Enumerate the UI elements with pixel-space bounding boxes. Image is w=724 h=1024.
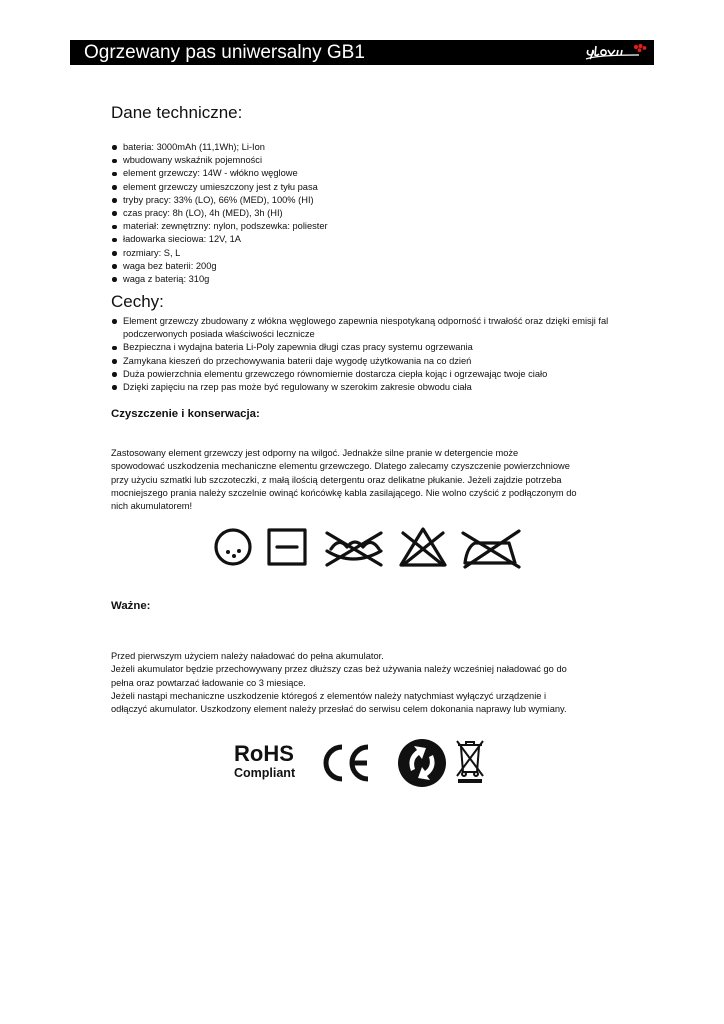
text-line: Jeżeli akumulator będzie przechowywany przez dłuższy czas beż używania należy wcześniej naładować go do — [111, 664, 567, 675]
ce-mark-icon — [322, 744, 372, 782]
list-item: Zamykana kieszeń do przechowywania baterii daje wygodę użytkowania na co dzień — [111, 355, 621, 368]
rohs-mark — [234, 742, 310, 782]
list-item: waga bez baterii: 200g — [111, 260, 621, 273]
certification-marks — [234, 738, 494, 788]
list-item: rozmiary: S, L — [111, 247, 621, 260]
header-bar — [70, 40, 654, 65]
specs-list — [111, 141, 621, 286]
list-item: materiał: zewnętrzny: nylon, podszewka: poliester — [111, 220, 621, 233]
text-line: Zastosowany element grzewczy jest odporny na wilgoć. Jednakże silne pranie w detergencie może — [111, 448, 519, 458]
text-line: przy użyciu szmatki lub szczoteczki, z małą ilością detergentu oraz delikatne płukanie. Jeżeli zajdzie potrzeba — [111, 474, 562, 485]
do-not-bleach-icon — [401, 529, 445, 565]
care-symbols — [213, 525, 523, 569]
specs-title: Dane techniczne: — [111, 103, 243, 122]
brand-logo-icon — [584, 43, 648, 63]
text-line: pełna oraz powtarzać ładowanie co 3 miesiące. — [111, 677, 306, 688]
list-item: Bezpieczna i wydajna bateria Li-Poly zapewnia długi czas pracy systemu ogrzewania — [111, 341, 621, 354]
text-line: odłączyć akumulator. Uszkodzony element należy przesłać do serwisu celem dokonania naprawy lub wymiany. — [111, 704, 567, 715]
text-line: spowodować uszkodzenia mechaniczne elementu grzewczego. Dlatego zalecamy czyszczenie powierzchniowe — [111, 461, 570, 472]
list-item: czas pracy: 8h (LO), 4h (MED), 3h (HI) — [111, 207, 621, 220]
list-item: bateria: 3000mAh (11,1Wh); Li-Ion — [111, 141, 621, 154]
features-title: Cechy: — [111, 292, 164, 311]
rohs-label: RoHS — [234, 741, 294, 766]
cleaning-title: Czyszczenie i konserwacja: — [111, 408, 260, 420]
list-item: element grzewczy umieszczony jest z tyłu pasa — [111, 181, 621, 194]
do-not-wash-icon — [327, 533, 381, 565]
features-list — [111, 315, 621, 394]
list-item: Element grzewczy zbudowany z włókna węglowego zapewnia niespotykaną odporność i trwałość oraz dzięki emisji fal podczerwonych posiada właściwości lecznicze — [111, 315, 621, 341]
text-line: Przed pierwszym użyciem należy naładować do pełna akumulator. — [111, 651, 384, 661]
list-item: tryby pracy: 33% (LO), 66% (MED), 100% (HI) — [111, 194, 621, 207]
list-item: element grzewczy: 14W - włókno węglowe — [111, 167, 621, 180]
do-not-iron-icon — [463, 531, 519, 567]
tumble-dry-icon — [269, 530, 305, 564]
list-item: ładowarka sieciowa: 12V, 1A — [111, 233, 621, 246]
cleaning-paragraph — [111, 447, 625, 513]
important-title: Ważne: — [111, 600, 151, 612]
weee-crossed-bin-icon — [455, 738, 485, 784]
rohs-compliant-label: Compliant — [234, 766, 296, 780]
important-paragraph — [111, 650, 625, 716]
list-item: waga z baterią: 310g — [111, 273, 621, 286]
dry-clean-icon — [216, 530, 250, 564]
document-title: Ogrzewany pas uniwersalny GB1 — [84, 42, 365, 63]
green-dot-icon — [397, 738, 447, 788]
text-line: Jeżeli nastąpi mechaniczne uszkodzenie któregoś z elementów należy natychmiast wyłączyć urządzenie i — [111, 690, 547, 701]
list-item: wbudowany wskaźnik pojemności — [111, 154, 621, 167]
list-item: Duża powierzchnia elementu grzewczego równomiernie dostarcza ciepła kojąc i ogrzewając twoje ciało — [111, 368, 621, 381]
list-item: Dzięki zapięciu na rzep pas może być regulowany w szerokim zakresie obwodu ciała — [111, 381, 621, 394]
text-line: nich akumulatorem! — [111, 501, 193, 512]
text-line: mocniejszego prania należy szczelnie owinąć końcówkę kabla zasilającego. Nie wolno czyścić z podłączonym do — [111, 487, 577, 498]
